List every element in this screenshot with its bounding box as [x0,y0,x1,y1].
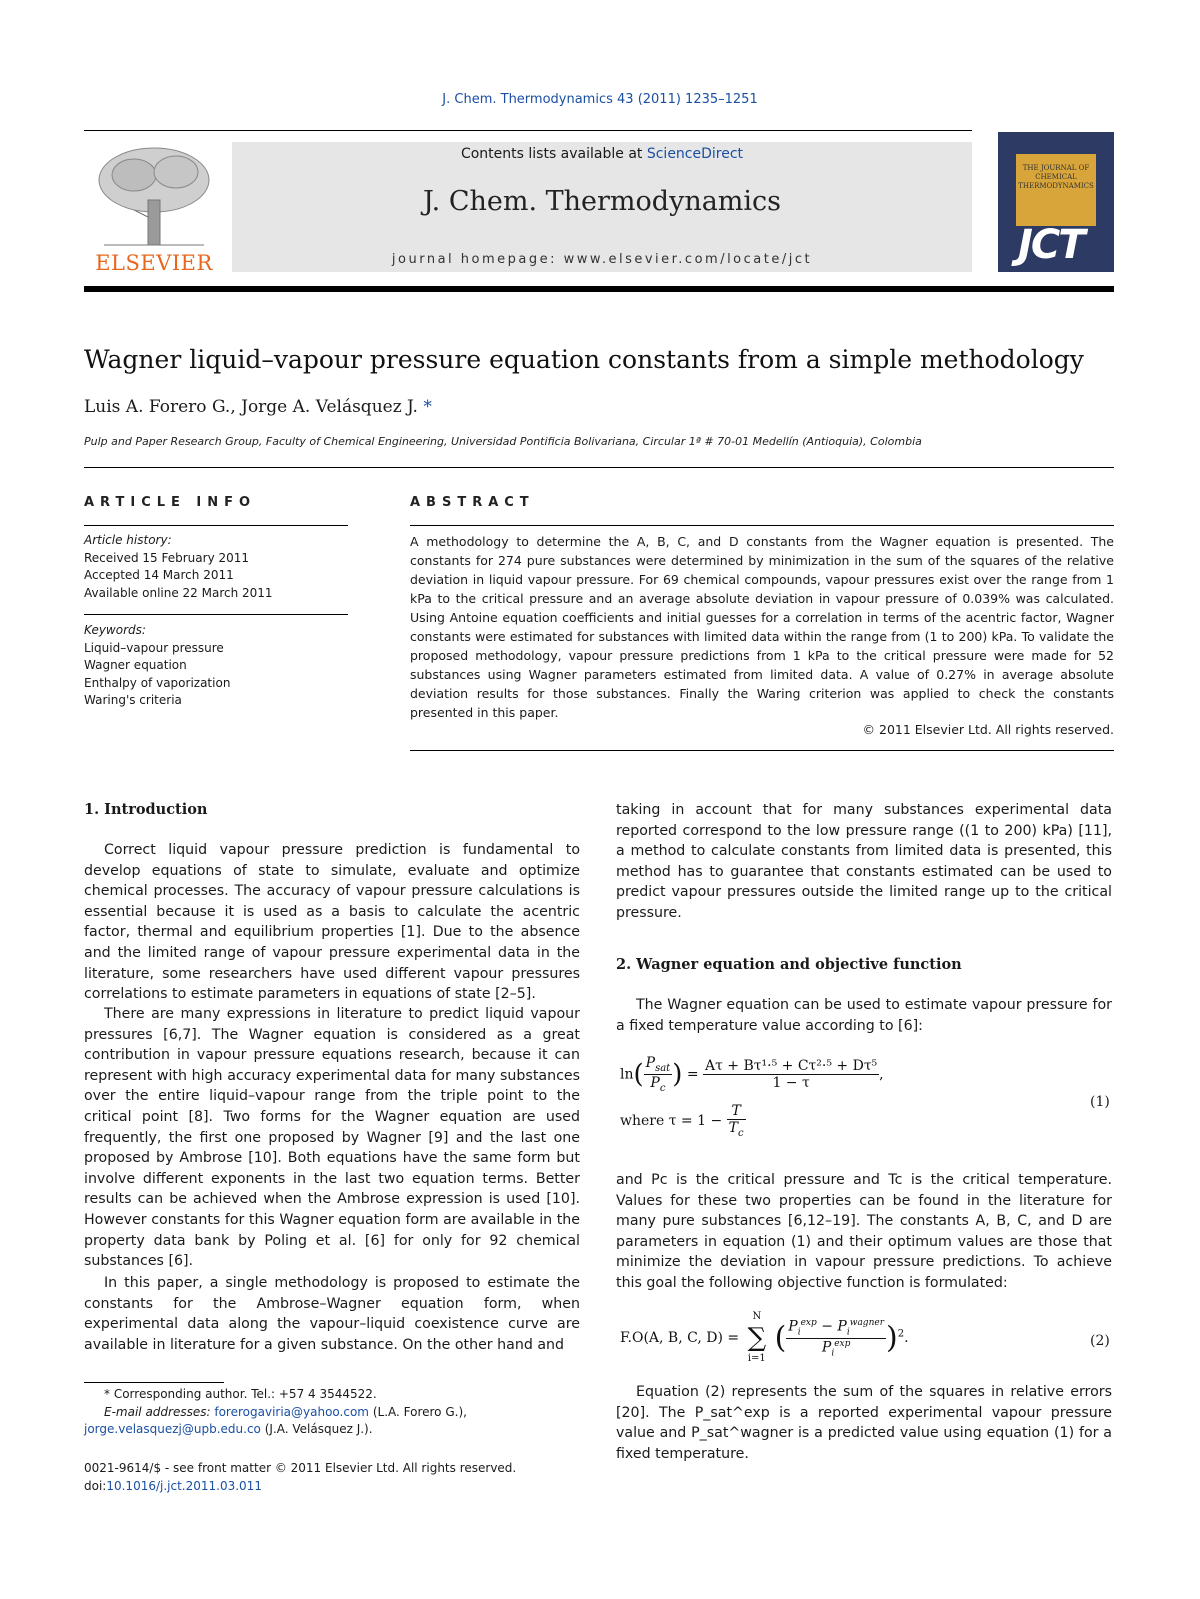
keyword-item: Waring's criteria [84,693,182,707]
eq1-where-text: where τ = 1 − [620,1112,723,1129]
journal-cover-image [998,132,1114,272]
header-thick-rule [84,286,1114,292]
article-title: Wagner liquid–vapour pressure equation constants from a simple methodology [84,345,1084,374]
email-owner-forero: (L.A. Forero G.), [372,1404,467,1419]
eq2-lhs: F.O(A, B, C, D) = [620,1330,740,1346]
abstract-heading: ABSTRACT [410,495,535,510]
journal-name: J. Chem. Thermodynamics [422,186,782,217]
eq2-relative-error: $\frac{P_i^{exp} - P_i^{wagner}}{P_i^{exp}}$ [788,1318,884,1358]
cover-jct-logo: JCT [1018,222,1084,268]
eq2-sum-lower: i=1 [747,1353,766,1364]
page-footer [84,1460,516,1495]
header-top-rule [84,130,972,131]
doi-label: doi: [84,1478,107,1493]
footnote-emails [84,1404,580,1439]
affiliation: Pulp and Paper Research Group, Faculty of Chemical Engineering, Universidad Pontificia Bolivariana, Circular 1ª # 70-01 Medellín (Antioquia), Colombia [84,435,922,448]
section-heading-introduction: 1. Introduction [84,801,208,818]
email-owner-velasquez: (J.A. Velásquez J.). [264,1422,373,1436]
contents-available-line [232,146,972,162]
cover-title: THE JOURNAL OF CHEMICAL THERMODYNAMICS [1016,154,1096,226]
homepage-prefix: journal homepage: [391,252,564,267]
affiliation-rule [84,467,1114,468]
journal-citation[interactable]: J. Chem. Thermodynamics 43 (2011) 1235–1251 [442,92,758,107]
keyword-item: Liquid–vapour pressure [84,640,224,655]
email-label: E-mail addresses: [104,1404,211,1419]
email-link-forero[interactable]: forerogaviria@yahoo.com [214,1404,369,1419]
eq2-sum-upper: N [752,1311,762,1322]
eq1-numerator: Aτ + Bτ¹·⁵ + Cτ²·⁵ + Dτ⁵ [705,1057,878,1074]
journal-homepage-line [232,252,972,267]
footnote-corresponding-text: Corresponding author. Tel.: +57 4 3544522. [113,1387,377,1401]
sciencedirect-link[interactable]: ScienceDirect [646,146,744,162]
eq1-rhs-fraction [703,1058,879,1091]
footnote [84,1386,580,1439]
issn-line: 0021-9614/$ - see front matter © 2011 Elsevier Ltd. All rights reserved. [84,1461,517,1475]
doi-link[interactable]: 10.1016/j.jct.2011.03.011 [106,1478,262,1493]
keywords-label: Keywords: [84,623,146,637]
homepage-url-link[interactable]: www.elsevier.com/locate/jct [563,252,813,267]
eq1-temperature-ratio: $\frac{T}{T_c}$ [728,1103,744,1139]
author-list [84,397,432,417]
keyword-item: Wagner equation [84,658,187,672]
keywords [84,622,230,710]
eq1-ln: ln [620,1066,634,1083]
intro-paragraph-2: There are many expressions in literature to predict liquid vapour pressures [6,7]. The Wagner equation is considered as a great contribution in vapour pressure equations research, because it can represent with high accuracy experimental data for many substances over the entire liquid–vapour range from the triple point to the critical point [8]. Two forms for the Wagner equation are used frequently, the first one proposed by Wagner [9] and the last one proposed by Ambrose [10]. Both equations have the same form but involve different exponents in the last two equation terms. Better results can be achieved when the Ambrose expression is used [10]. However constants for this Wagner equation form are available in the property data bank by Poling et al. [6] for only for 92 chemical substances [6]. [84,1006,580,1270]
abstract-rule-top [410,525,1114,526]
history-accepted: Accepted 14 March 2011 [84,568,234,582]
article-info-rule-top [84,525,348,526]
section2-paragraph-2: and Pc is the critical pressure and Tc is the critical temperature. Values for these two properties can be found in the literature for many pure substances [6,12–19]. The constants A, B, C, and D are parameters in equation (1) and their optimum values are those that minimize the deviation in vapour pressure predictions. To achieve this goal the following objective function is formulated: [616,1172,1112,1291]
intro-paragraph-1: Correct liquid vapour pressure prediction is fundamental to develop equations of state to simulate, evaluate and optimize chemical processes. The accuracy of vapour pressure calculations is essential because it is used as a basis to calculate the acentric factor, thermal and equilibrium properties [1]. Due to the absence and the limited range of vapour pressure experimental data in the literature, some researchers have used different vapour pressures correlations to estimate parameters in equations of state [2–5]. [84,842,580,1003]
author-names: Luis A. Forero G., Jorge A. Velásquez J. [84,397,418,417]
elsevier-tree-icon [84,140,224,250]
eq2-summation: N ∑ i=1 [747,1311,767,1364]
footnote-mark: * [104,1387,110,1401]
article-info-heading: ARTICLE INFO [84,495,257,510]
abstract-rule-bottom [410,750,1114,751]
corresponding-author-mark[interactable]: * [423,397,432,417]
history-received: Received 15 February 2011 [84,550,250,565]
doi-line [84,1478,516,1496]
footnote-corresponding [84,1386,580,1404]
intro-paragraph-3: In this paper, a single methodology is proposed to estimate the constants for the Ambrose–Wagner equation form, when experimental data along the vapour–liquid coexistence curve are available in literature for a given substance. On the other hand and [84,1275,580,1353]
equation-2: F.O(A, B, C, D) = N ∑ i=1 ( $\frac{P_i^{exp} - P_i^{wagner}}{P_i^{exp}}$ )$^2$. [620,1311,909,1364]
section2-paragraph-1: The Wagner equation can be used to estimate vapour pressure for a fixed temperature value according to [6]: [616,997,1112,1034]
email-link-velasquez[interactable]: jorge.velasquezj@upb.edu.co [84,1422,261,1436]
history-label: Article history: [84,533,172,547]
equation-1-where [620,1103,746,1139]
contents-prefix: Contents lists available at [460,146,647,162]
section-heading-wagner: 2. Wagner equation and objective function [616,956,962,973]
equation-1-label: (1) [1090,1094,1110,1110]
equation-2-label: (2) [1090,1333,1110,1349]
history-online: Available online 22 March 2011 [84,585,273,600]
eq1-denominator: 1 − τ [772,1074,810,1091]
abstract-copyright: © 2011 Elsevier Ltd. All rights reserved. [862,722,1114,737]
article-history [84,532,273,602]
elsevier-wordmark: ELSEVIER [95,251,213,275]
keyword-item: Enthalpy of vaporization [84,675,231,690]
equation-1: ln( $\frac{P_{sat}}{P_c}$ ) = $\frac{\text{Aτ + Bτ¹·⁵ + Cτ²·⁵ + Dτ⁵}}{1 - \tau}$ , [620,1055,884,1094]
intro-paragraph-continued: taking in account that for many substances experimental data reported correspond to the low pressure range ((1 to 200) kPa) [11], a method to calculate constants from limited data is presented, this method has to guarantee that constants estimated can be used to predict vapour pressures outside the limited range up to the critical pressure. [616,802,1112,921]
abstract-text: A methodology to determine the A, B, C, and D constants from the Wagner equation is presented. The constants for 274 pure substances were determined by minimization in the sum of the squares of the relative deviation in liquid vapour pressure. For 69 chemical compounds, vapour pressures exist over the range from 1 kPa to the critical pressure and an average absolute deviation in vapour pressure of 0.039% was calculated. Using Antoine equation coefficients and initial guesses for a correlation in terms of the acentric factor, Wagner constants were estimated for substances with limited data within the range from (1 to 200) kPa. To validate the proposed methodology, vapour pressure predictions from 1 kPa to the critical pressure were made for 52 substances using Wagner parameters estimated from limited data. A value of 0.27% in average absolute deviation results for those substances. Finally the Waring criterion was applied to check the constants presented in this paper. [410,534,1114,720]
footnote-rule [84,1382,224,1383]
section2-paragraph-3: Equation (2) represents the sum of the squares in relative errors [20]. The P_sat^exp is a reported experimental vapour pressure value and P_sat^wagner is a predicted value using equation (1) for a fixed temperature. [616,1384,1112,1462]
journal-masthead [232,142,972,272]
eq1-pressure-ratio: $\frac{P_{sat}}{P_c}$ [645,1055,671,1094]
elsevier-logo [84,140,224,275]
article-info-rule-mid [84,614,348,615]
